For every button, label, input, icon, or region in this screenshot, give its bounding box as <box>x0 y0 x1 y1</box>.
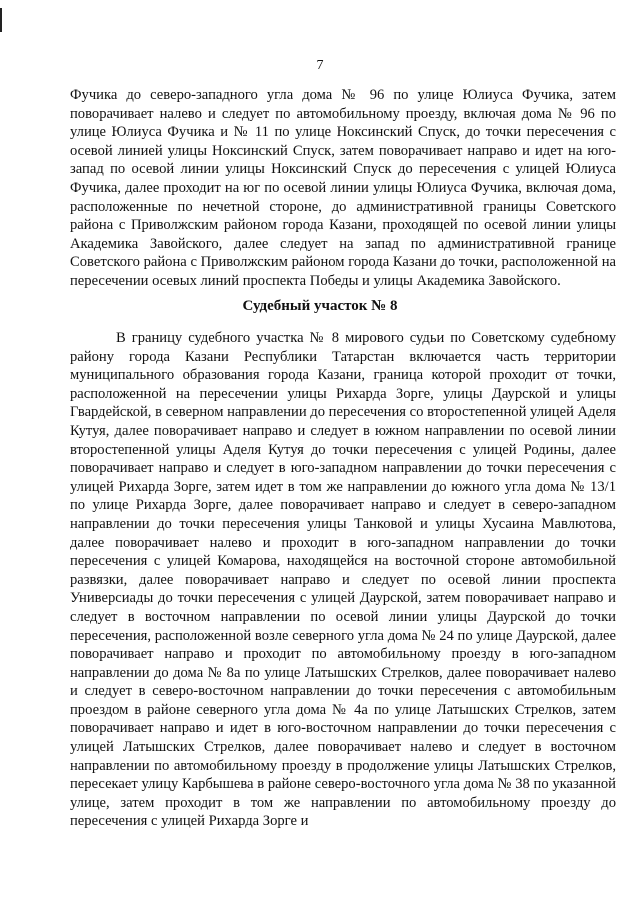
page-edge-mark <box>0 8 2 32</box>
paragraph: В границу судебного участка № 8 мирового судьи по Советскому судебному району города Казани Республики Татарстан включается часть территории муниципального образования города Казани, граница которой проходит от точки, расположенной на пересечении улицы Рихарда Зорге, улицы Даурской и улицы Гвардейской, в северном направлении до пересечения со второстепенной улицей Аделя Кутуя, далее поворачивает направо и следует в южном направлении по осевой линии второстепенной улицы Аделя Кутуя до точки пересечения с улицей Родины, далее поворачивает направо и следует в юго-западном направлении до точки пересечения с улицей Рихарда Зорге, затем идет в том же направлении до южного угла дома № 13/1 по улице Рихарда Зорге, далее поворачивает направо и следует в северо-западном направлении до точки пересечения улицы Танковой и улицы Хусаина Мавлютова, далее поворачивает налево и проходит в юго-западном направлении до точки пересечения с улицей Комарова, находящейся на восточной стороне автомобильной развязки, далее поворачивает направо и следует по осевой линии проспекта Универсиады до точки пересечения с улицей Даурской, затем поворачивает направо и следует в восточном направлении по осевой линии улицы Даурской до точки пересечения, расположенной возле северного угла дома № 24 по улице Даурской, далее поворачивает направо и проходит по автомобильному проезду в юго-западном направлении до дома № 8а по улице Латышских Стрелков, далее поворачивает налево и следует в северо-восточном направлении до точки пересечения с автомобильным проездом в районе северного угла дома № 4а по улице Латышских Стрелков, затем поворачивает направо и идет в юго-восточном направлении до точки пересечения с улицей Латышских Стрелков, далее поворачивает налево и следует в восточном направлении по автомобильному проезду в продолжение улицы Латышских Стрелков, пересекает улицу Карбышева в районе северо-восточного угла дома № 38 по указанной улице, затем проходит в том же направлении по автомобильному проезду до пересечения с улицей Рихарда Зорге и <box>70 330 616 830</box>
paragraph: Фучика до северо-западного угла дома № 96 по улице Юлиуса Фучика, затем поворачивает налево и следует по автомобильному проезду, включая дома № 96 по улице Юлиуса Фучика и № 11 по улице Ноксинский Спуск, до точки пересечения с осевой линией улицы Ноксинский Спуск, затем поворачивает направо и идет на юго-запад по осевой линии улицы Ноксинский Спуск до пересечения с улицей Юлиуса Фучика, далее проходит на юг по осевой линии улицы Юлиуса Фучика, включая дома, расположенные по нечетной стороне, до административной границы Советского района с Приволжским районом города Казани, проходящей по осевой линии улицы Академика Завойского, далее следует на запад по административной границе Советского района с Приволжским районом города Казани до точки, расположенной на пересечении осевых линий проспекта Победы и улицы Академика Завойского. <box>70 87 616 289</box>
section-heading: Судебный участок № 8 <box>242 298 398 314</box>
body-text-section <box>70 329 616 831</box>
body-text-continuation <box>70 86 616 291</box>
page-number: 7 <box>316 58 324 73</box>
